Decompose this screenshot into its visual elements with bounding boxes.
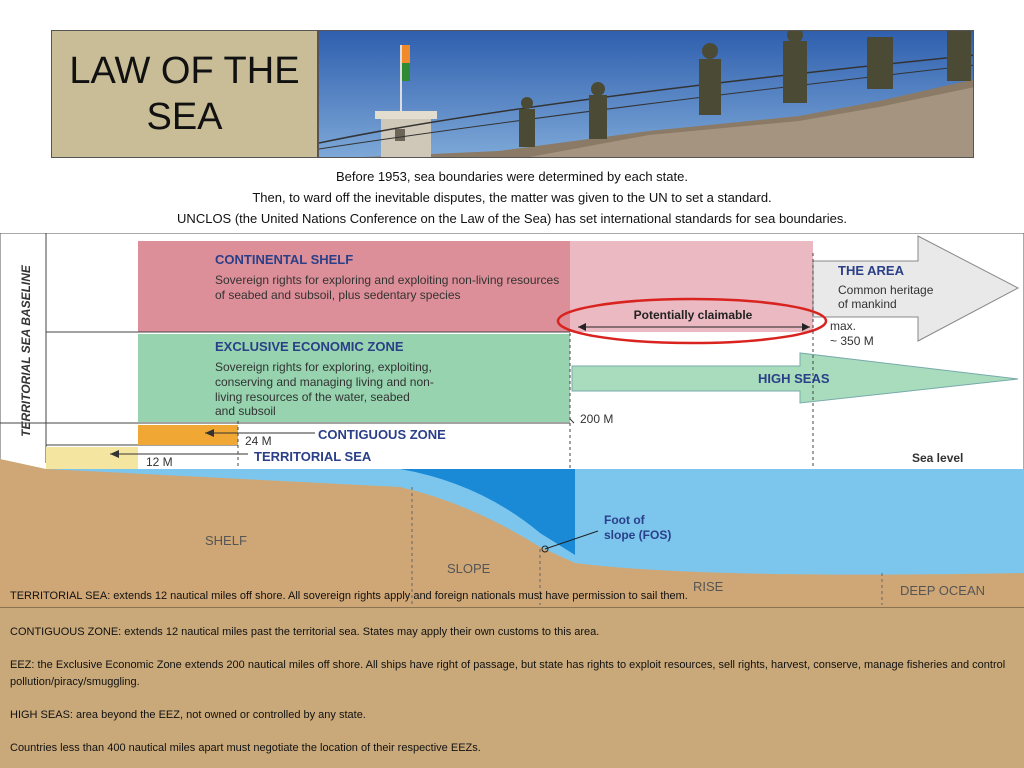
eez-line1: Sovereign rights for exploring, exploiting, (215, 360, 432, 374)
the-area-line2: of mankind (838, 297, 897, 311)
high-seas-label: HIGH SEAS (758, 371, 830, 386)
deep-ocean-label: DEEP OCEAN (900, 583, 986, 598)
note-negotiate: Countries less than 400 nautical miles apart must negotiate the location of their respective EEZs. (10, 742, 481, 754)
max-label: max. (830, 319, 857, 333)
notes-panel (0, 607, 1024, 768)
eez-line3: living resources of the water, seabed (215, 390, 410, 404)
eez-title: EXCLUSIVE ECONOMIC ZONE (215, 339, 404, 354)
sea-level-label: Sea level (912, 451, 964, 465)
foot-of-slope-line2: slope (FOS) (604, 528, 672, 542)
the-area-title: THE AREA (838, 263, 904, 278)
baseline-label: TERRITORIAL SEA BASELINE (19, 265, 33, 437)
intro-line-3: UNCLOS (the United Nations Conference on the Law of the Sea) has set international standards for sea boundaries. (177, 211, 847, 226)
potentially-claimable-label: Potentially claimable (633, 308, 753, 322)
foot-of-slope-line1: Foot of (604, 513, 645, 527)
note-eez: EEZ: the Exclusive Economic Zone extends 200 nautical miles off shore. All ships have right of passage, but state has rights to exploit resources, sell rights, harvest, conserve, manage fisheries and control pollution/piracy/smuggling. (10, 659, 1006, 688)
eez-line2: conserving and managing living and non- (215, 375, 434, 389)
max-350-label: ~ 350 M (830, 334, 874, 348)
24m-label: 24 M (245, 434, 272, 448)
contiguous-zone-band (138, 425, 238, 445)
eez-line4: and subsoil (215, 404, 276, 418)
intro-line-2: Then, to ward off the inevitable disputes, the matter was given to the UN to set a standard. (252, 190, 772, 205)
title-box (51, 30, 318, 158)
slope-label: SLOPE (447, 561, 491, 576)
note-contiguous-zone: CONTIGUOUS ZONE: extends 12 nautical miles past the territorial sea. States may apply their own customs to this area. (10, 626, 600, 638)
territorial-sea-label: TERRITORIAL SEA (254, 449, 372, 464)
page-title: LAW OF THE SEA (69, 50, 300, 138)
rise-label: RISE (693, 579, 724, 594)
note-high-seas: HIGH SEAS: area beyond the EEZ, not owned or controlled by any state. (10, 709, 366, 721)
intro-text (0, 166, 1024, 229)
border-soldiers-photo (318, 30, 974, 158)
sea-zones-diagram (0, 233, 1024, 608)
intro-line-1: Before 1953, sea boundaries were determined by each state. (336, 169, 688, 184)
note-territorial-sea: TERRITORIAL SEA: extends 12 nautical miles off shore. All sovereign rights apply and foreign nationals must have permission to sail them. (10, 590, 688, 602)
contiguous-zone-label: CONTIGUOUS ZONE (318, 427, 446, 442)
12m-label: 12 M (146, 455, 173, 469)
territorial-sea-band (46, 447, 138, 469)
shelf-label: SHELF (205, 533, 247, 548)
the-area-line1: Common heritage (838, 283, 934, 297)
continental-shelf-line1: Sovereign rights for exploring and exploiting non-living resources (215, 273, 560, 287)
continental-shelf-line2: of seabed and subsoil, plus sedentary species (215, 288, 461, 302)
continental-shelf-title: CONTINENTAL SHELF (215, 252, 354, 267)
200m-label: 200 M (580, 412, 614, 426)
